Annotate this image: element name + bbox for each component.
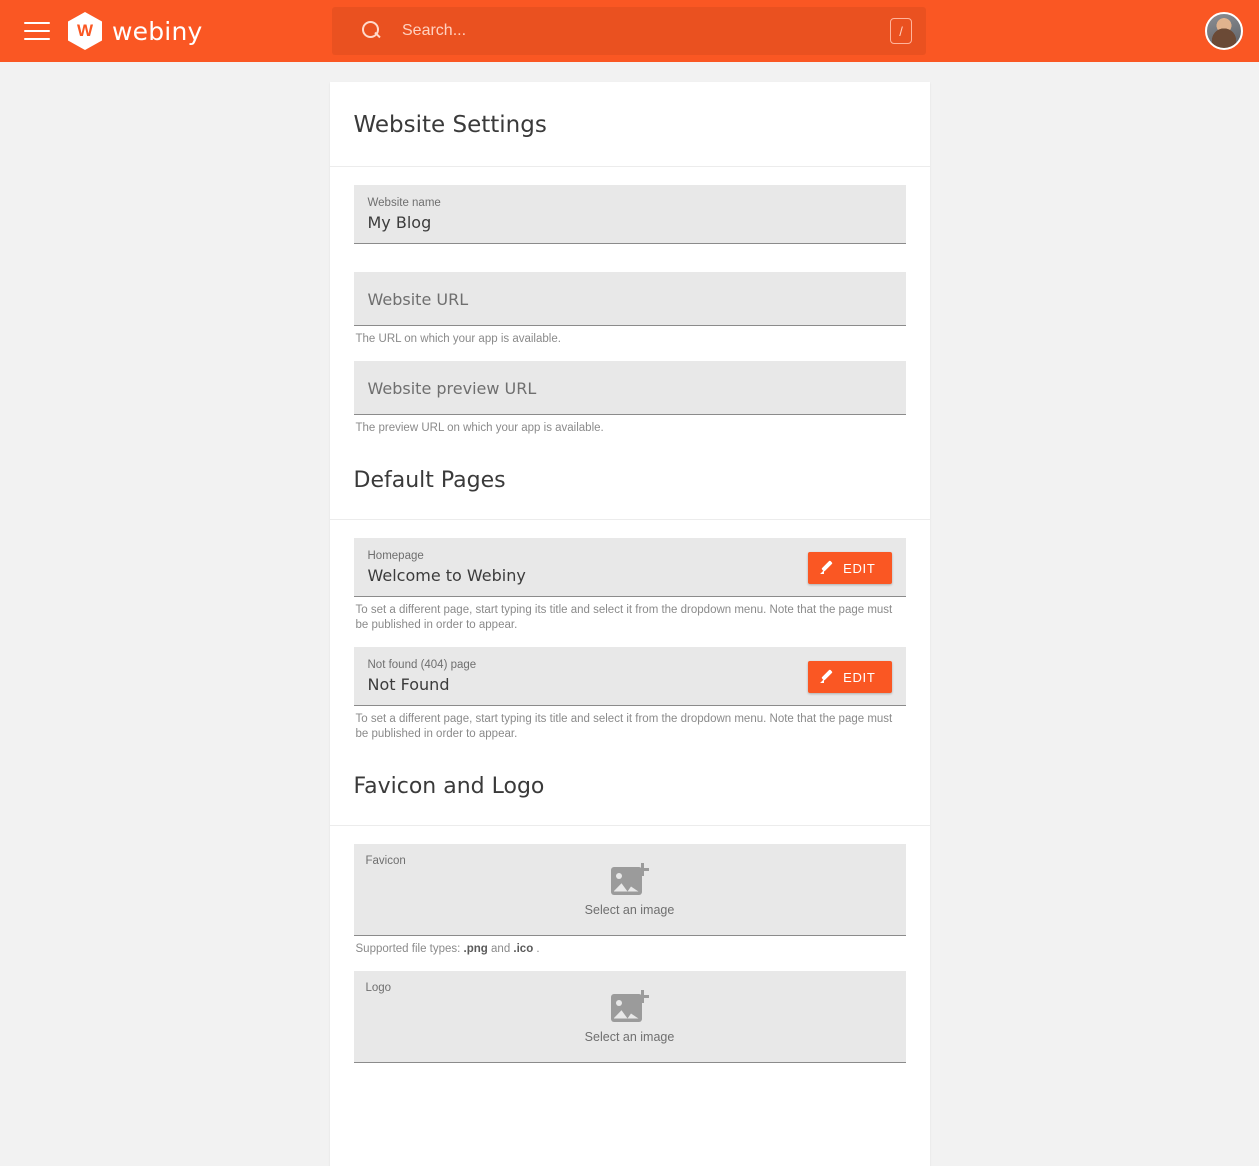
not-found-page-label: Not found (404) page: [367, 659, 477, 671]
website-preview-url-helper: The preview URL on which your app is available.: [355, 422, 604, 434]
homepage-field[interactable]: [354, 538, 906, 597]
favicon-type-png: .png: [463, 943, 488, 955]
website-preview-url-field[interactable]: [354, 361, 906, 415]
search-icon: [362, 21, 382, 41]
favicon-field[interactable]: [354, 844, 906, 936]
search-shortcut-key: /: [890, 18, 912, 44]
favicon-helper-middle: and: [487, 943, 514, 955]
pencil-icon: [820, 561, 834, 575]
webiny-logo-icon: [68, 12, 102, 50]
logo-drop-text: Select an image: [584, 1029, 675, 1044]
website-url-field[interactable]: [354, 272, 906, 326]
website-name-value: My Blog: [367, 213, 432, 232]
top-bar: [0, 0, 1259, 62]
homepage-helper: To set a different page, start typing its title and select it from the dropdown menu. Note that the page must be published in order to appear.: [355, 604, 893, 631]
homepage-label: Homepage: [367, 550, 424, 562]
website-name-field[interactable]: [354, 185, 906, 244]
website-preview-url-placeholder: Website preview URL: [367, 378, 537, 398]
section-favicon-logo: [330, 826, 930, 1073]
favicon-type-ico: .ico: [513, 943, 534, 955]
favicon-dropzone[interactable]: [354, 844, 906, 935]
favicon-helper-suffix: .: [533, 943, 540, 955]
section-general: [330, 167, 930, 446]
website-url-helper: The URL on which your app is available.: [355, 333, 561, 345]
add-image-icon: [611, 863, 649, 897]
search-bar[interactable]: [332, 7, 926, 55]
favicon-drop-text: Select an image: [584, 902, 675, 917]
default-pages-title: Default Pages: [353, 468, 506, 493]
pencil-icon: [820, 670, 834, 684]
page-content: [0, 62, 1259, 1166]
brand-logo[interactable]: [68, 12, 202, 50]
card-header: [330, 82, 930, 167]
homepage-value: Welcome to Webiny: [367, 566, 526, 585]
page-title: Website Settings: [353, 112, 547, 138]
not-found-page-value: Not Found: [367, 675, 450, 694]
favicon-label: Favicon: [365, 855, 406, 867]
search-input[interactable]: [400, 21, 890, 41]
not-found-page-field[interactable]: [354, 647, 906, 706]
not-found-page-edit-label: EDIT: [843, 669, 876, 685]
avatar[interactable]: [1205, 12, 1243, 50]
website-url-placeholder: Website URL: [367, 289, 469, 309]
settings-card: [330, 82, 930, 1166]
add-image-icon: [611, 990, 649, 1024]
favicon-logo-title: Favicon and Logo: [353, 774, 545, 799]
website-name-label: Website name: [367, 197, 441, 209]
homepage-edit-label: EDIT: [843, 560, 876, 576]
default-pages-header: [330, 446, 930, 520]
favicon-helper-prefix: Supported file types:: [355, 943, 464, 955]
favicon-logo-header: [330, 752, 930, 826]
logo-label: Logo: [365, 982, 392, 994]
logo-field[interactable]: [354, 971, 906, 1063]
brand-name: webiny: [112, 16, 203, 46]
not-found-page-edit-button[interactable]: [808, 661, 891, 693]
not-found-page-helper: To set a different page, start typing its title and select it from the dropdown menu. Note that the page must be published in order to appear.: [355, 713, 893, 740]
favicon-helper: [354, 936, 906, 957]
section-default-pages: [330, 520, 930, 752]
logo-dropzone[interactable]: [354, 971, 906, 1062]
homepage-edit-button[interactable]: [808, 552, 891, 584]
hamburger-icon[interactable]: [24, 22, 50, 40]
